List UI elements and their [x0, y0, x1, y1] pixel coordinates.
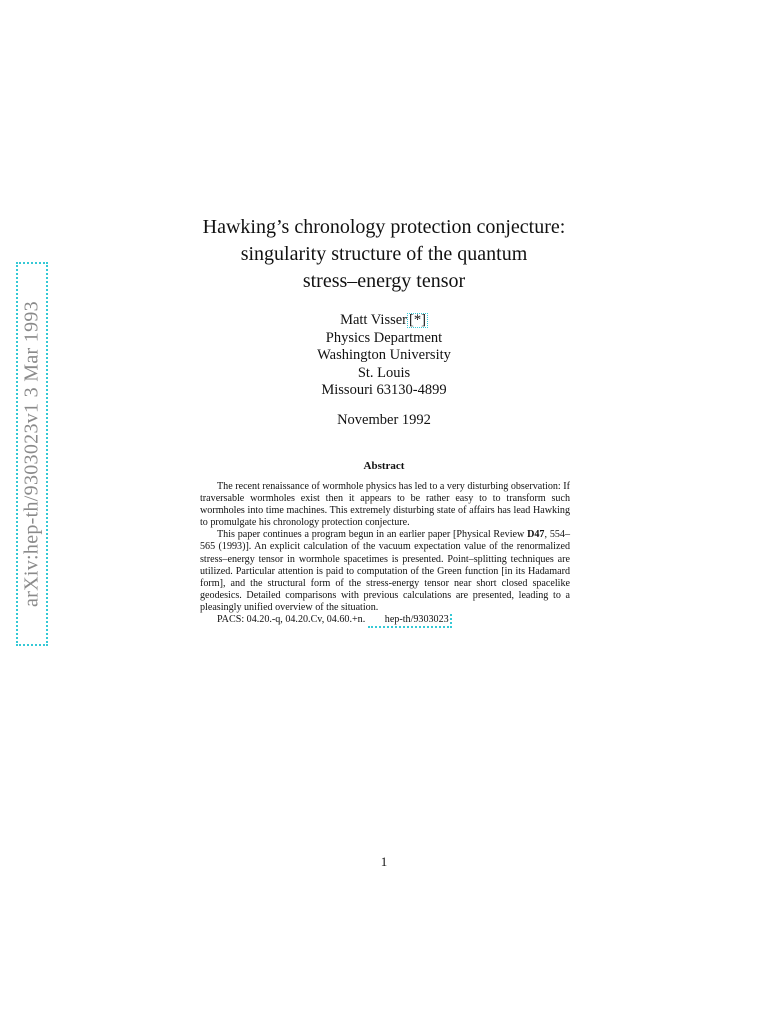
paper-date: November 1992 [337, 412, 431, 428]
abstract-heading: Abstract [363, 460, 405, 472]
author-block [234, 312, 534, 400]
affiliation-line: Washington University [317, 347, 451, 363]
paper-title [150, 214, 618, 295]
abstract-text: , 554–565 (1993)]. An explicit calculation of the vacuum expectation value of the renormalized stress–energy tensor in wormhole spacetimes is presented. Point–splitting techniques are utilized. Particular attention is paid to computation of the Green function [in its Hadamard form], and the structural form of the stress-energy tensor near short closed spacelike geodesics. Detailed comparisons with previous calculations are presented, leading to a pleasingly unified overview of the situation. [200, 529, 571, 613]
abstract-paragraph: The recent renaissance of wormhole physics has led to a very disturbing observation: If traversable wormholes exist then it appears to be rather easy to to transform such wormholes into time machines. This extremely disturbing state of affairs has lead Hawking to promulgate his chronology protection conjecture. [200, 481, 570, 529]
author-line [234, 312, 534, 330]
affiliation-line: Physics Department [325, 329, 443, 346]
title-line: stress–energy tensor [302, 270, 466, 292]
author-name: Matt Visser [340, 312, 407, 328]
journal-volume: D47 [527, 529, 545, 541]
page-number: 1 [380, 854, 388, 869]
pacs-line [200, 614, 570, 628]
arxiv-reference-link[interactable]: hep-th/9303023 [368, 614, 452, 628]
abstract-body [200, 481, 570, 628]
footnote-link[interactable]: [*] [409, 312, 426, 328]
arxiv-sidebar-link[interactable] [16, 262, 48, 646]
affiliation-line: St. Louis [357, 364, 411, 381]
pacs-codes: PACS: 04.20.-q, 04.20.Cv, 04.60.+n. [217, 614, 366, 626]
abstract-text: This paper continues a program begun in an earlier paper [Physical Review [217, 529, 528, 541]
abstract-paragraph [200, 529, 570, 614]
footnote-mark: * [413, 312, 422, 328]
arxiv-sidebar-text: arXiv:hep-th/9303023v1 3 Mar 1993 [20, 301, 43, 607]
title-line: singularity structure of the quantum [240, 243, 528, 265]
affiliation-line: Missouri 63130-4899 [321, 382, 447, 398]
title-line: Hawking’s chronology protection conjecture: [202, 216, 566, 238]
